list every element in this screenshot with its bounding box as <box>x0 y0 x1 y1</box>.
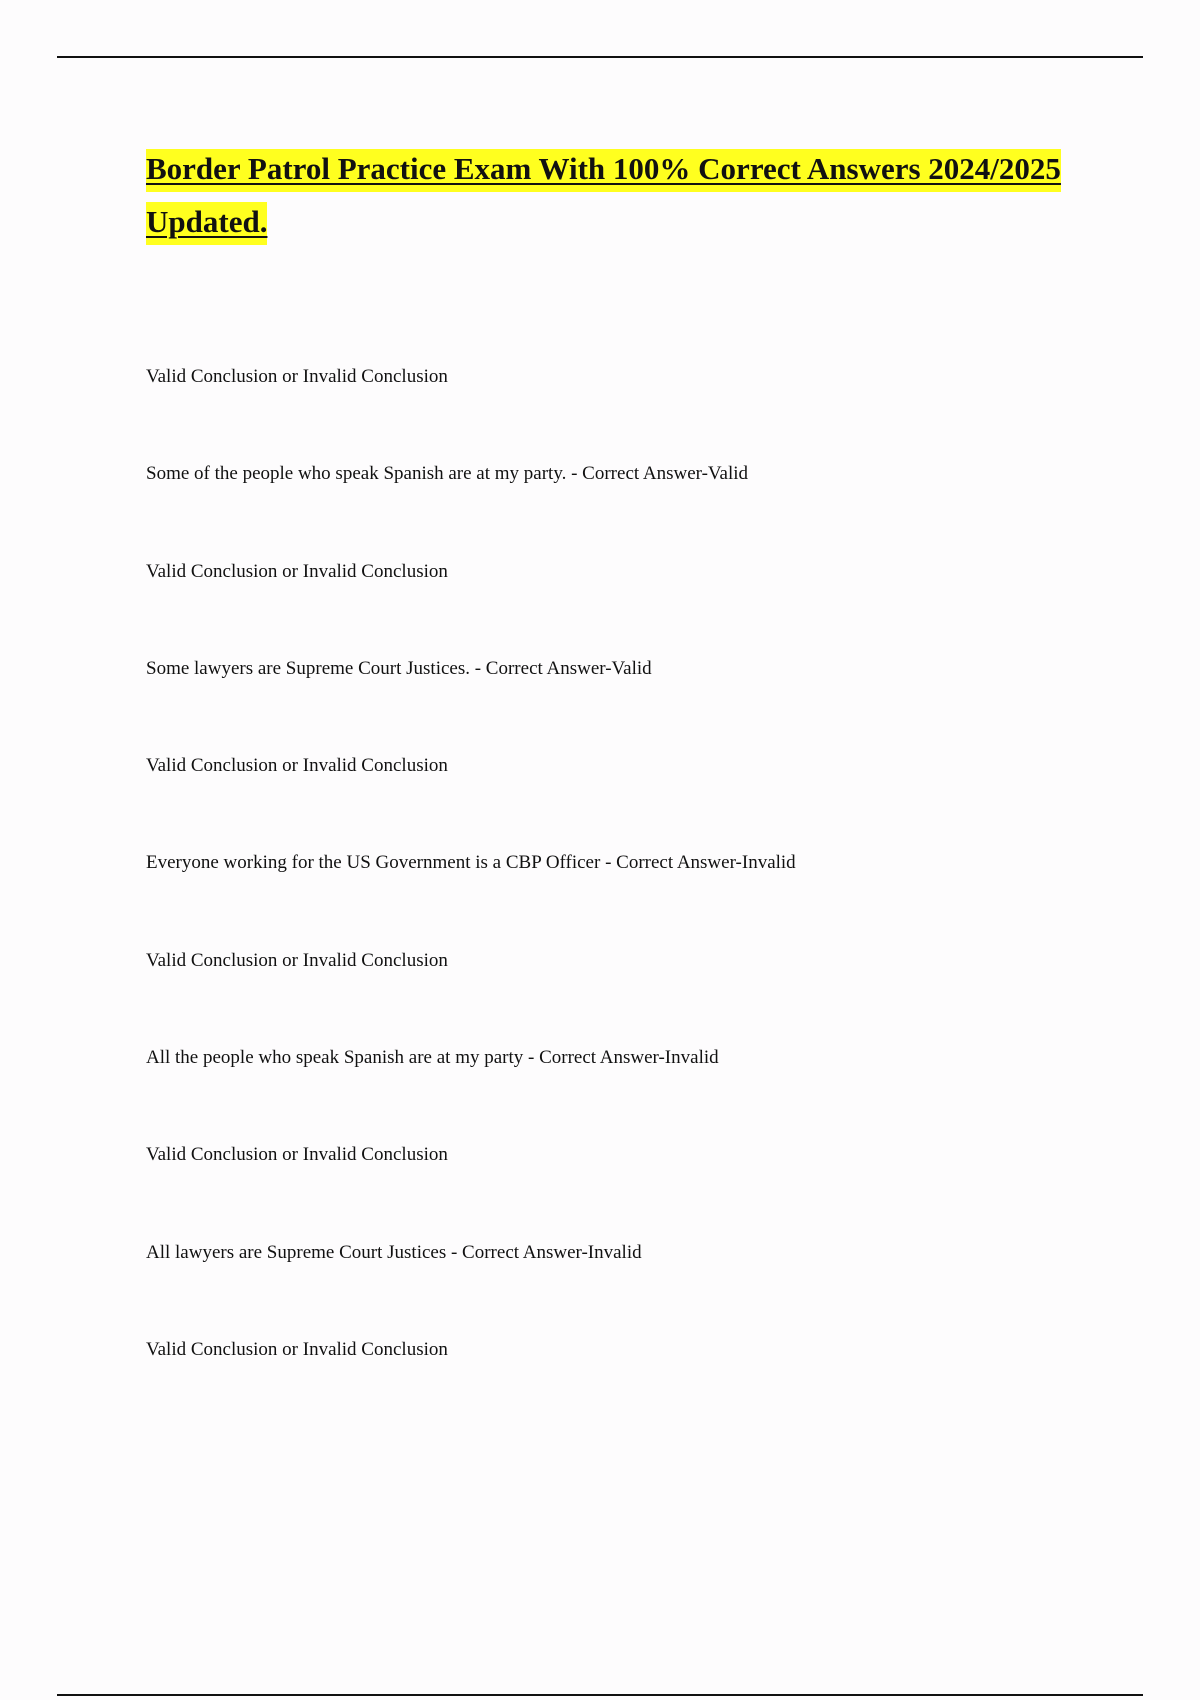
question-answer-list <box>146 362 1146 1432</box>
answer-line: Some of the people who speak Spanish are at my party. - Correct Answer-Valid <box>146 463 749 485</box>
answer-line: All lawyers are Supreme Court Justices - Correct Answer-Invalid <box>146 1241 642 1263</box>
question-prompt: Valid Conclusion or Invalid Conclusion <box>146 560 448 582</box>
title-highlight: Border Patrol Practice Exam With 100% Correct Answers 2024/2025 Updated. <box>146 149 1061 245</box>
answer-line: Some lawyers are Supreme Court Justices. - Correct Answer-Valid <box>146 657 652 679</box>
question-prompt: Valid Conclusion or Invalid Conclusion <box>146 1338 448 1360</box>
answer-line: Everyone working for the US Government is a CBP Officer - Correct Answer-Invalid <box>146 852 796 874</box>
question-prompt: Valid Conclusion or Invalid Conclusion <box>146 366 448 387</box>
bottom-rule <box>57 1694 1143 1696</box>
answer-line: All the people who speak Spanish are at my party - Correct Answer-Invalid <box>146 1047 719 1069</box>
question-prompt: Valid Conclusion or Invalid Conclusion <box>146 949 448 971</box>
top-rule <box>57 56 1143 58</box>
document-title <box>146 142 1146 248</box>
question-prompt: Valid Conclusion or Invalid Conclusion <box>146 1144 448 1166</box>
question-prompt: Valid Conclusion or Invalid Conclusion <box>146 755 448 777</box>
